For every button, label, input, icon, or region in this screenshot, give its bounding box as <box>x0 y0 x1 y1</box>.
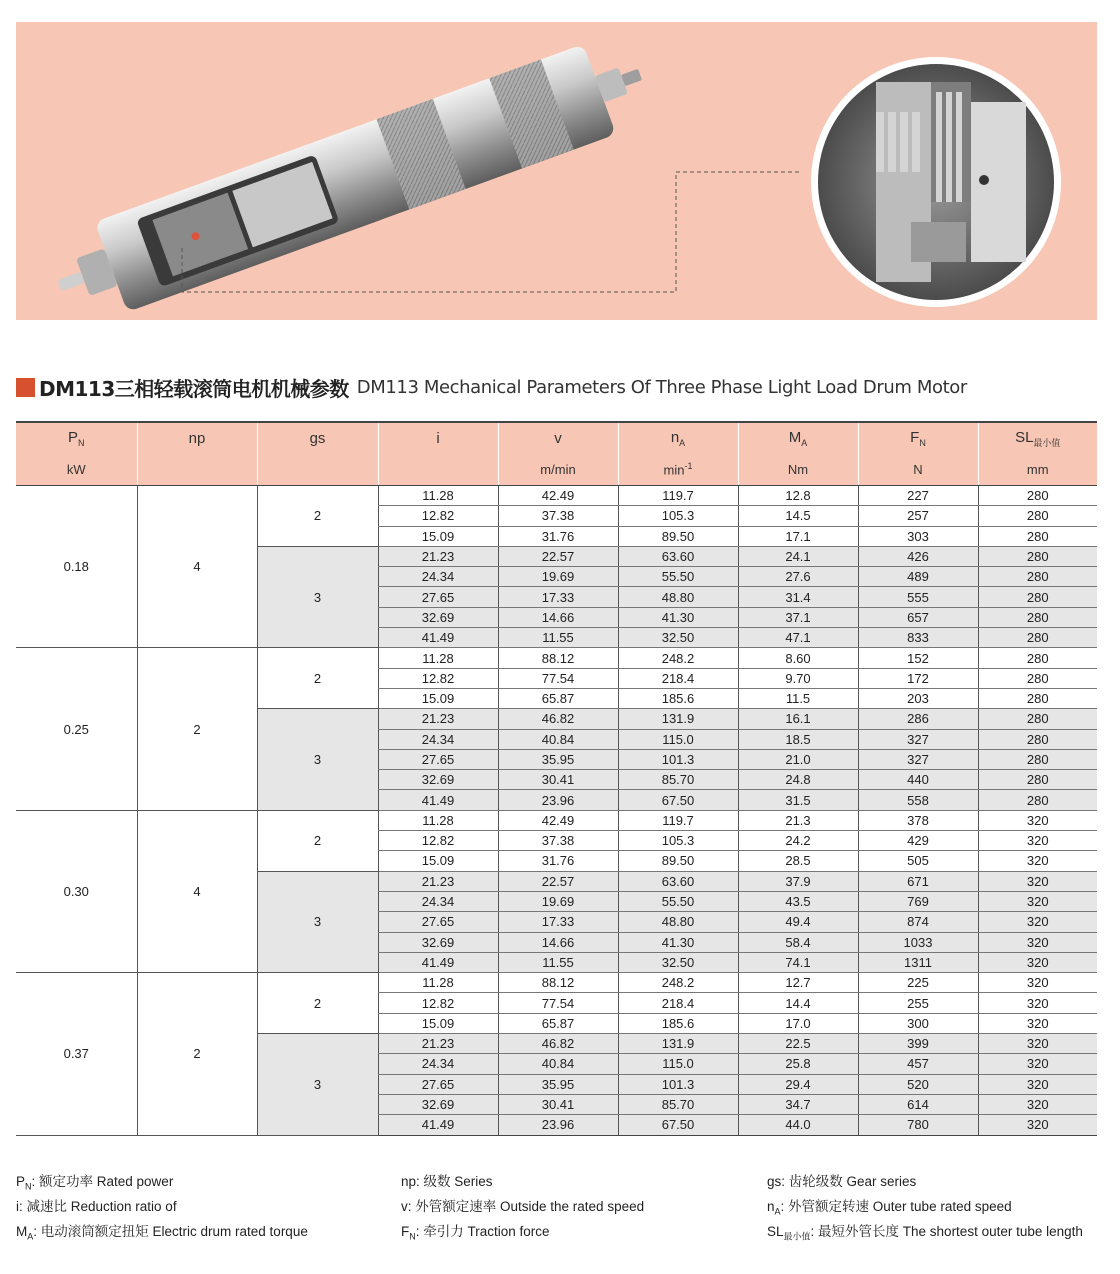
cell-ma: 49.4 <box>738 912 858 932</box>
cell-fn: 874 <box>858 912 978 932</box>
cell-v: 11.55 <box>498 628 618 648</box>
cell-v: 42.49 <box>498 810 618 830</box>
legend-symbol: SL <box>767 1224 784 1239</box>
legend-item <box>16 1222 308 1247</box>
cell-v: 31.76 <box>498 851 618 871</box>
cell-sl: 320 <box>978 1115 1097 1135</box>
cell-fn: 172 <box>858 668 978 688</box>
cell-v: 35.95 <box>498 1074 618 1094</box>
cell-v: 40.84 <box>498 729 618 749</box>
cell-power: 0.37 <box>16 973 137 1135</box>
cell-na: 115.0 <box>618 729 738 749</box>
cell-ma: 8.60 <box>738 648 858 668</box>
cell-sl: 280 <box>978 668 1097 688</box>
cell-na: 105.3 <box>618 506 738 526</box>
legend-text: : 齿轮级数 Gear series <box>781 1174 917 1189</box>
cell-na: 85.70 <box>618 770 738 790</box>
cell-ma: 18.5 <box>738 729 858 749</box>
cell-na: 105.3 <box>618 831 738 851</box>
cell-gs: 3 <box>257 709 378 810</box>
section-heading <box>16 374 967 400</box>
cell-v: 42.49 <box>498 486 618 506</box>
cell-ma: 9.70 <box>738 668 858 688</box>
cell-na: 131.9 <box>618 1034 738 1054</box>
cell-ma: 24.8 <box>738 770 858 790</box>
cell-v: 30.41 <box>498 1094 618 1114</box>
legend-symbol: P <box>16 1174 26 1189</box>
legend-column-3 <box>767 1172 1083 1247</box>
cell-ma: 12.7 <box>738 973 858 993</box>
cell-v: 46.82 <box>498 709 618 729</box>
cell-fn: 429 <box>858 831 978 851</box>
cell-fn: 833 <box>858 628 978 648</box>
legend-symbol-subscript: N <box>25 1181 32 1192</box>
legend-text: : 最短外管长度 The shortest outer tube length <box>810 1224 1083 1239</box>
cell-sl: 320 <box>978 1013 1097 1033</box>
unit-np <box>137 454 257 486</box>
cell-i: 24.34 <box>378 891 498 911</box>
legend-item <box>767 1197 1083 1222</box>
cell-fn: 225 <box>858 973 978 993</box>
cell-fn: 457 <box>858 1054 978 1074</box>
cell-i: 12.82 <box>378 993 498 1013</box>
cell-ma: 37.9 <box>738 871 858 891</box>
cell-na: 41.30 <box>618 607 738 627</box>
legend-text: : 额定功率 Rated power <box>31 1174 174 1189</box>
cell-ma: 58.4 <box>738 932 858 952</box>
legend-symbol-subscript: N <box>409 1231 416 1242</box>
cell-sl: 280 <box>978 587 1097 607</box>
cell-ma: 17.1 <box>738 526 858 546</box>
cell-ma: 21.3 <box>738 810 858 830</box>
cell-gs: 2 <box>257 648 378 709</box>
cell-ma: 31.4 <box>738 587 858 607</box>
cell-fn: 614 <box>858 1094 978 1114</box>
cell-i: 27.65 <box>378 912 498 932</box>
table-body <box>16 486 1097 1136</box>
cell-fn: 555 <box>858 587 978 607</box>
cell-sl: 320 <box>978 831 1097 851</box>
col-header-i: i <box>378 422 498 454</box>
legend-symbol: n <box>767 1199 775 1214</box>
gear-zoom-detail <box>811 57 1061 307</box>
cell-ma: 74.1 <box>738 952 858 972</box>
cell-fn: 399 <box>858 1034 978 1054</box>
cell-fn: 257 <box>858 506 978 526</box>
unit-i <box>378 454 498 486</box>
cell-na: 101.3 <box>618 1074 738 1094</box>
cell-v: 88.12 <box>498 973 618 993</box>
cell-v: 77.54 <box>498 993 618 1013</box>
legend-item <box>401 1222 644 1247</box>
cell-fn: 255 <box>858 993 978 1013</box>
cell-v: 30.41 <box>498 770 618 790</box>
header-row-symbols <box>16 422 1097 454</box>
cell-fn: 671 <box>858 871 978 891</box>
cell-sl: 320 <box>978 891 1097 911</box>
cell-sl: 280 <box>978 648 1097 668</box>
cell-ma: 16.1 <box>738 709 858 729</box>
cell-v: 65.87 <box>498 688 618 708</box>
cell-v: 65.87 <box>498 1013 618 1033</box>
cell-sl: 280 <box>978 749 1097 769</box>
legend-symbol: F <box>401 1224 410 1239</box>
cell-fn: 489 <box>858 567 978 587</box>
cell-na: 119.7 <box>618 486 738 506</box>
cell-na: 185.6 <box>618 1013 738 1033</box>
cell-sl: 320 <box>978 973 1097 993</box>
cell-sl: 320 <box>978 810 1097 830</box>
cell-fn: 520 <box>858 1074 978 1094</box>
cell-i: 12.82 <box>378 831 498 851</box>
cell-fn: 227 <box>858 486 978 506</box>
cell-na: 67.50 <box>618 790 738 810</box>
cell-i: 41.49 <box>378 952 498 972</box>
header-row-units <box>16 454 1097 486</box>
drum-motor-illustration <box>16 22 1097 320</box>
cell-na: 32.50 <box>618 628 738 648</box>
cell-sl: 280 <box>978 790 1097 810</box>
cell-ma: 14.5 <box>738 506 858 526</box>
cell-sl: 320 <box>978 952 1097 972</box>
cell-power: 0.30 <box>16 810 137 972</box>
col-header-na: $n_A$ <box>618 422 738 454</box>
cell-power: 0.25 <box>16 648 137 810</box>
legend-symbol-subscript: 最小值 <box>783 1231 811 1242</box>
cell-ma: 12.8 <box>738 486 858 506</box>
cell-na: 89.50 <box>618 851 738 871</box>
cell-sl: 280 <box>978 486 1097 506</box>
cell-i: 15.09 <box>378 688 498 708</box>
cell-sl: 320 <box>978 1074 1097 1094</box>
cell-i: 24.34 <box>378 567 498 587</box>
cell-ma: 14.4 <box>738 993 858 1013</box>
cell-sl: 280 <box>978 607 1097 627</box>
table-row <box>16 810 1097 830</box>
legend-symbol: np <box>401 1174 417 1189</box>
parameters-table <box>16 421 1097 1136</box>
cell-fn: 440 <box>858 770 978 790</box>
cell-na: 63.60 <box>618 546 738 566</box>
cell-i: 11.28 <box>378 973 498 993</box>
cell-v: 14.66 <box>498 607 618 627</box>
cell-i: 21.23 <box>378 871 498 891</box>
cell-v: 14.66 <box>498 932 618 952</box>
cell-fn: 1033 <box>858 932 978 952</box>
cell-np: 4 <box>137 486 257 648</box>
unit-v: m/min <box>498 454 618 486</box>
cell-na: 131.9 <box>618 709 738 729</box>
cell-sl: 280 <box>978 526 1097 546</box>
unit-ma: Nm <box>738 454 858 486</box>
cell-na: 41.30 <box>618 932 738 952</box>
cell-na: 119.7 <box>618 810 738 830</box>
cell-gs: 2 <box>257 973 378 1034</box>
cell-gs: 3 <box>257 871 378 972</box>
cell-na: 48.80 <box>618 912 738 932</box>
cell-v: 37.38 <box>498 506 618 526</box>
cell-fn: 1311 <box>858 952 978 972</box>
cell-fn: 378 <box>858 810 978 830</box>
cell-fn: 286 <box>858 709 978 729</box>
cell-sl: 320 <box>978 993 1097 1013</box>
cell-sl: 280 <box>978 770 1097 790</box>
col-header-sl: $SL_{最小值}$ <box>978 422 1097 454</box>
cell-ma: 31.5 <box>738 790 858 810</box>
cell-sl: 280 <box>978 567 1097 587</box>
cell-i: 21.23 <box>378 1034 498 1054</box>
legend-column-2 <box>401 1172 644 1247</box>
cell-i: 11.28 <box>378 486 498 506</box>
cell-v: 23.96 <box>498 1115 618 1135</box>
cell-sl: 320 <box>978 1094 1097 1114</box>
cell-i: 11.28 <box>378 648 498 668</box>
cell-na: 67.50 <box>618 1115 738 1135</box>
heading-title-en: DM113 Mechanical Parameters Of Three Phase Light Load Drum Motor <box>356 376 967 398</box>
legend-item <box>401 1172 644 1197</box>
cell-v: 77.54 <box>498 668 618 688</box>
cell-v: 31.76 <box>498 526 618 546</box>
legend-symbol: i <box>16 1199 19 1214</box>
cell-v: 88.12 <box>498 648 618 668</box>
cell-ma: 21.0 <box>738 749 858 769</box>
legend-text: : 电动滚筒额定扭矩 Electric drum rated torque <box>33 1224 308 1239</box>
cell-v: 22.57 <box>498 546 618 566</box>
legend-item <box>401 1197 644 1222</box>
unit-fn: N <box>858 454 978 486</box>
cell-i: 27.65 <box>378 587 498 607</box>
cell-fn: 558 <box>858 790 978 810</box>
heading-title-cn: DM113三相轻载滚筒电机机械参数 <box>39 376 349 401</box>
cell-i: 21.23 <box>378 546 498 566</box>
cell-na: 218.4 <box>618 993 738 1013</box>
legend-item <box>16 1172 308 1197</box>
unit-sl: mm <box>978 454 1097 486</box>
legend-item <box>767 1172 1083 1197</box>
product-banner <box>16 22 1097 320</box>
cell-na: 248.2 <box>618 648 738 668</box>
col-header-fn: $F_N$ <box>858 422 978 454</box>
cell-i: 15.09 <box>378 1013 498 1033</box>
cell-v: 40.84 <box>498 1054 618 1074</box>
cell-sl: 280 <box>978 688 1097 708</box>
legend-symbol: M <box>16 1224 28 1239</box>
cell-v: 35.95 <box>498 749 618 769</box>
cell-v: 17.33 <box>498 912 618 932</box>
legend-text: : 减速比 Reduction ratio of <box>19 1199 177 1214</box>
cell-fn: 303 <box>858 526 978 546</box>
unit-na: $\min^{-1}$ <box>618 454 738 486</box>
cell-na: 101.3 <box>618 749 738 769</box>
cell-power: 0.18 <box>16 486 137 648</box>
cell-ma: 24.1 <box>738 546 858 566</box>
cell-sl: 280 <box>978 506 1097 526</box>
cell-fn: 327 <box>858 729 978 749</box>
cell-sl: 320 <box>978 871 1097 891</box>
cell-sl: 280 <box>978 709 1097 729</box>
legend-text: : 级数 Series <box>416 1174 493 1189</box>
cell-ma: 11.5 <box>738 688 858 708</box>
cell-fn: 769 <box>858 891 978 911</box>
cell-gs: 3 <box>257 1034 378 1135</box>
cell-fn: 426 <box>858 546 978 566</box>
cell-v: 17.33 <box>498 587 618 607</box>
table-row <box>16 648 1097 668</box>
cell-na: 115.0 <box>618 1054 738 1074</box>
legend-symbol-subscript: A <box>27 1231 34 1242</box>
cell-na: 48.80 <box>618 587 738 607</box>
legend-text: : 牵引力 Traction force <box>415 1224 550 1239</box>
legend-symbol: gs <box>767 1174 782 1189</box>
cell-fn: 203 <box>858 688 978 708</box>
cell-fn: 152 <box>858 648 978 668</box>
cell-i: 15.09 <box>378 526 498 546</box>
cell-na: 32.50 <box>618 952 738 972</box>
col-header-pn: $P_N$ <box>16 422 137 454</box>
legend-text: : 外管额定速率 Outside the rated speed <box>407 1199 645 1214</box>
unit-pn: kW <box>16 454 137 486</box>
cell-na: 89.50 <box>618 526 738 546</box>
cell-na: 248.2 <box>618 973 738 993</box>
col-header-ma: $M_A$ <box>738 422 858 454</box>
cell-i: 41.49 <box>378 628 498 648</box>
col-header-np: np <box>137 422 257 454</box>
cell-ma: 25.8 <box>738 1054 858 1074</box>
cell-i: 24.34 <box>378 729 498 749</box>
cell-i: 21.23 <box>378 709 498 729</box>
cell-ma: 24.2 <box>738 831 858 851</box>
cell-i: 27.65 <box>378 1074 498 1094</box>
cell-v: 19.69 <box>498 567 618 587</box>
cell-ma: 37.1 <box>738 607 858 627</box>
cell-ma: 29.4 <box>738 1074 858 1094</box>
cell-ma: 17.0 <box>738 1013 858 1033</box>
cell-v: 19.69 <box>498 891 618 911</box>
legend-item <box>767 1222 1083 1247</box>
cell-i: 12.82 <box>378 506 498 526</box>
legend-text: : 外管额定转速 Outer tube rated speed <box>780 1199 1012 1214</box>
cell-i: 11.28 <box>378 810 498 830</box>
cell-gs: 2 <box>257 810 378 871</box>
cell-ma: 47.1 <box>738 628 858 648</box>
cell-ma: 44.0 <box>738 1115 858 1135</box>
cell-v: 37.38 <box>498 831 618 851</box>
cell-i: 32.69 <box>378 770 498 790</box>
heading-marker-icon <box>16 378 35 397</box>
cell-v: 11.55 <box>498 952 618 972</box>
cell-np: 2 <box>137 973 257 1135</box>
cell-gs: 3 <box>257 546 378 647</box>
cell-na: 63.60 <box>618 871 738 891</box>
cell-fn: 300 <box>858 1013 978 1033</box>
cell-ma: 34.7 <box>738 1094 858 1114</box>
cell-na: 185.6 <box>618 688 738 708</box>
cell-sl: 280 <box>978 628 1097 648</box>
col-header-gs: gs <box>257 422 378 454</box>
cell-na: 218.4 <box>618 668 738 688</box>
cell-sl: 280 <box>978 729 1097 749</box>
cell-fn: 327 <box>858 749 978 769</box>
cell-i: 15.09 <box>378 851 498 871</box>
cell-na: 55.50 <box>618 567 738 587</box>
cell-i: 24.34 <box>378 1054 498 1074</box>
cell-np: 2 <box>137 648 257 810</box>
cell-sl: 320 <box>978 932 1097 952</box>
cell-fn: 657 <box>858 607 978 627</box>
cell-i: 27.65 <box>378 749 498 769</box>
cell-i: 32.69 <box>378 932 498 952</box>
cell-i: 32.69 <box>378 607 498 627</box>
cell-sl: 320 <box>978 1054 1097 1074</box>
cell-ma: 28.5 <box>738 851 858 871</box>
cell-fn: 780 <box>858 1115 978 1135</box>
cell-v: 23.96 <box>498 790 618 810</box>
table-row <box>16 973 1097 993</box>
cell-ma: 43.5 <box>738 891 858 911</box>
unit-gs <box>257 454 378 486</box>
cell-sl: 280 <box>978 546 1097 566</box>
col-header-v: v <box>498 422 618 454</box>
cell-i: 41.49 <box>378 790 498 810</box>
cell-v: 22.57 <box>498 871 618 891</box>
cell-sl: 320 <box>978 912 1097 932</box>
cell-sl: 320 <box>978 851 1097 871</box>
legend-symbol: v <box>401 1199 408 1214</box>
cell-ma: 27.6 <box>738 567 858 587</box>
cell-i: 41.49 <box>378 1115 498 1135</box>
cell-ma: 22.5 <box>738 1034 858 1054</box>
cell-fn: 505 <box>858 851 978 871</box>
cell-na: 55.50 <box>618 891 738 911</box>
drum-tube <box>43 29 657 320</box>
legend-column-1 <box>16 1172 308 1247</box>
table-row <box>16 486 1097 506</box>
cell-na: 85.70 <box>618 1094 738 1114</box>
legend-item <box>16 1197 308 1222</box>
cell-i: 32.69 <box>378 1094 498 1114</box>
legend-symbol-subscript: A <box>774 1206 781 1217</box>
cell-v: 46.82 <box>498 1034 618 1054</box>
cell-i: 12.82 <box>378 668 498 688</box>
cell-sl: 320 <box>978 1034 1097 1054</box>
cell-np: 4 <box>137 810 257 972</box>
cell-gs: 2 <box>257 486 378 547</box>
